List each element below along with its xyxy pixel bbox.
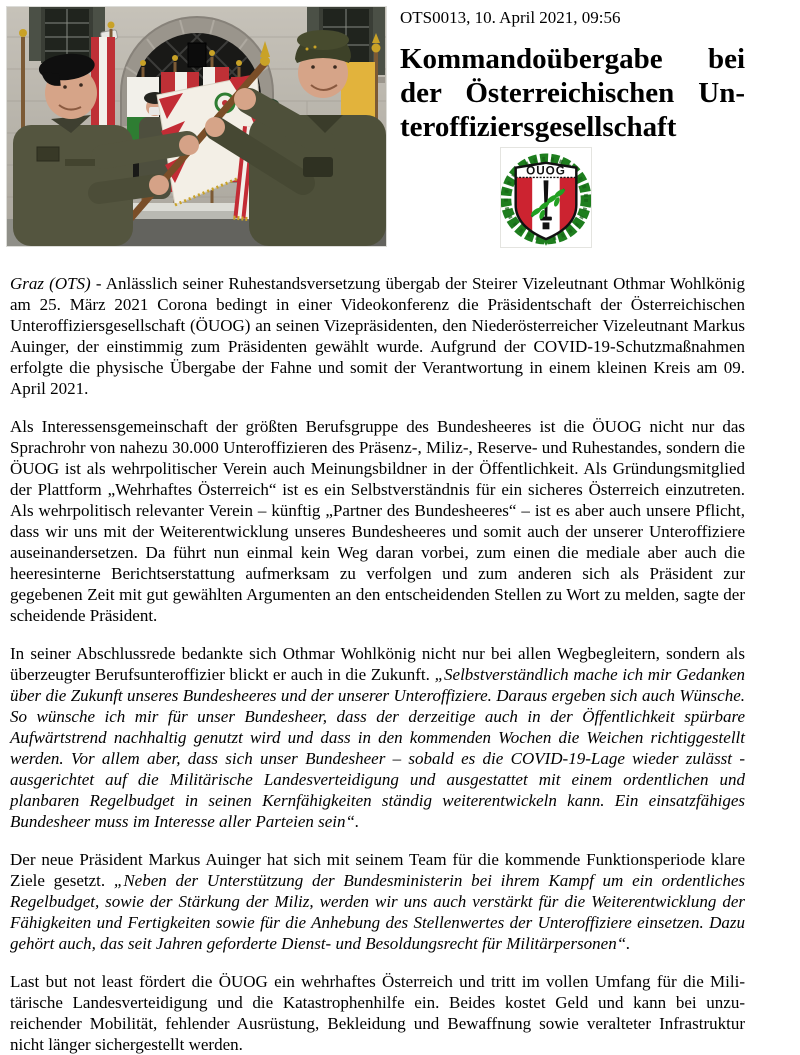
- paragraph-segment: In seiner Abschlussrede bedankte sich Othmar Wohlkönig nicht nur bei allen Wegbegleitern, sondern als überzeugter Berufsunteroffizier blickt er auch in die Zukunft.: [10, 644, 745, 684]
- article-body: [10, 273, 745, 1055]
- ouog-logo: [500, 147, 592, 248]
- ots-meta-line: OTS0013, 10. April 2021, 09:56: [400, 8, 621, 27]
- paragraph-segment: Als Interessensgemeinschaft der größten Berufsgruppe des Bundesheeres ist die ÖUOG nicht nur das Sprachrohr von nahezu 30.000 Unteroffizieren des Präsenz-, Miliz-, Reserve- und Ruhestandes, sondern die ÖUOG ist als wehrpolitischer Verein auch Meinungsbildner in der Öffentlichkeit. Als Gründungsmitglied der Plattform „Wehrhaftes Österreich“ ist es ein Selbstverständnis für ein sicheres Österreich einzutreten. Als wehrpolitisch relevanter Verein – künftig „Partner des Bundesheeres“ – ist es aber auch unsere Pflicht, dass wir uns mit der Weiterentwicklung unseres Bundesheeres und somit auch der unserer Unteroffiziere auseinandersetzen. Da führt nun einmal kein Weg daran vorbei, zum einen die mediale aber auch die heeresinterne Berichtserstattung aufmerksam zu verfolgen und zum anderen sich als Präsident zur gegebenen Zeit mit gut gewählten Argumenten an den entscheidenden Stellen zu Wort zu melden, sagte der scheidende Präsident.: [10, 417, 745, 625]
- ouog-logo-image: [501, 148, 591, 247]
- header-right-column: [400, 7, 745, 248]
- article-title: Kommandoübergabe bei der Österreichischen Unteroffiziersgesellschaft: [400, 43, 745, 143]
- paragraph: [10, 273, 745, 399]
- paragraph: [10, 971, 745, 1055]
- logo-text: ÖUOG: [526, 164, 566, 178]
- paragraph-segment: Last but not least fördert die ÖUOG ein wehrhaftes Österreich und tritt im vollen Umfang für die Militärische Landesverteidigung und die Katastrophenhilfe ein. Beides kostet Geld und kann bei unzureichender Mobilität, fehlender Ausrüstung, Bekleidung und Bewaffnung sowie veralteter Infrastruktur nicht länger sichergestellt werden.: [10, 972, 745, 1054]
- ceremony-photo: [6, 6, 387, 247]
- ceremony-photo-image: [7, 7, 386, 246]
- paragraph: [10, 416, 745, 626]
- paragraph: [10, 849, 745, 954]
- header-section: [0, 0, 800, 252]
- paragraph-segment: Der neue Präsident Markus Auinger hat sich mit seinem Team für die kommende Funktionsperiode klare Ziele gesetzt.: [10, 850, 745, 890]
- paragraph-segment-italic: „Neben der Unterstützung der Bundesministerin bei ihrem Kampf um ein ordentliches Regelbudget, sowie der Stärkung der Miliz, werden wir uns auch verstärkt für die Weiterentwicklung der Fähigkeiten und Fertigkeiten sowie für die Anhebung des Stellenwertes der Unteroffiziere einsetzen. Dazu gehört auch, das seit Jahren geforderte Dienst- und Besoldungsrecht für Militärpersonen“.: [10, 871, 745, 953]
- paragraph-segment-italic: Graz (OTS): [10, 274, 91, 293]
- paragraph-segment-italic: „Selbstverständlich mache ich mir Gedanken über die Zukunft unseres Bundesheeres und der unserer Unteroffiziere. Daraus ergeben sich auch Wünsche. So wünsche ich mir für unser Bundesheer, dass der derzeitige auch in der Öffentlichkeit spürbare Aufwärtstrend nachhaltig genutzt wird und dass in den kommenden Wochen die Weichen richtiggestellt werden. Vor allem aber, dass sich unser Bundesheer – sobald es die COVID-19-Lage wieder zulässt - ausgerichtet auf die Militärische Landesverteidigung und ausgestattet mit einem ordentlichen und planbaren Regelbudget in seinen Kernfähigkeiten ständig weiterentwickeln kann. Ein einsatzfähiges Bundesheer muss im Interesse aller Parteien sein“.: [10, 665, 745, 831]
- paragraph-segment: - Anlässlich seiner Ruhestandsversetzung übergab der Steirer Vizeleutnant Othmar Wohlkönig am 25. März 2021 Corona bedingt in einer Videokonferenz die Präsidentschaft der Österreichischen Unteroffiziersgesellschaft (ÖUOG) an seinen Vizepräsidenten, den Niederösterreicher Vizeleutnant Markus Auinger, der einstimmig zum Präsidenten gewählt wurde. Aufgrund der COVID-19-Schutzmaßnahmen erfolgte die physische Übergabe der Fahne und somit der Verantwortung in einem kleinen Kreis am 09. April 2021.: [10, 274, 745, 398]
- paragraph: [10, 643, 745, 832]
